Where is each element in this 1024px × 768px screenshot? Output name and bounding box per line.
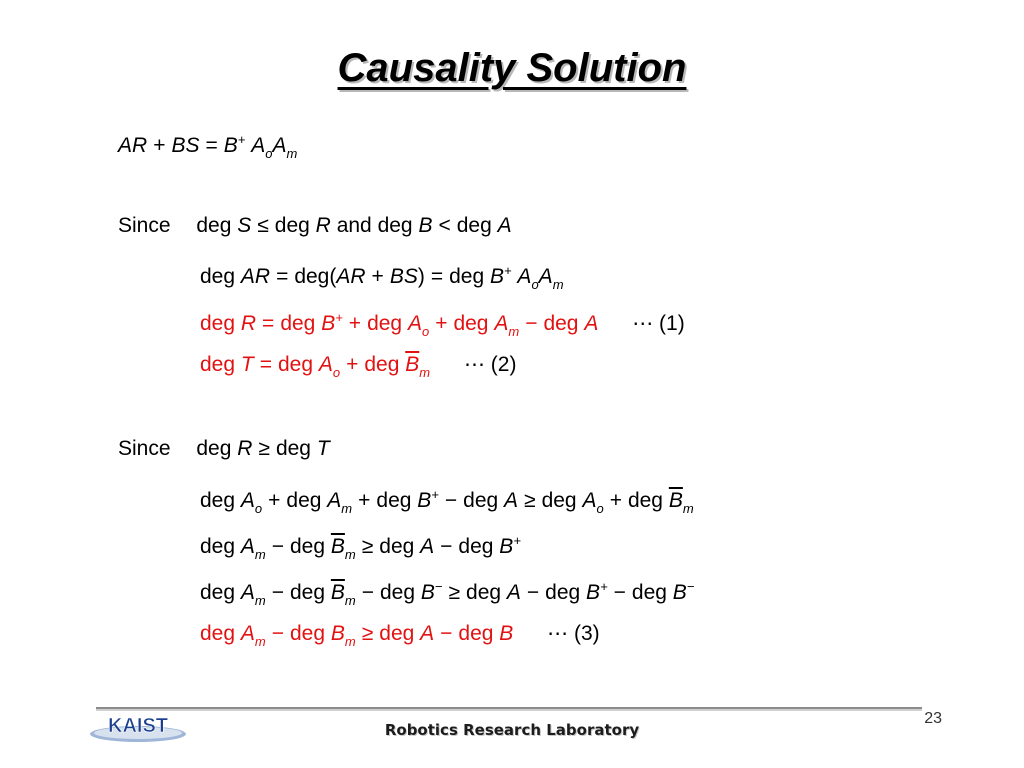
equation-3: deg $A_m$ − deg $B_m$ ≥ deg A − deg B ⋯ (3) <box>200 622 600 649</box>
equation-2: deg T = deg $A_o$ + deg $\overline{B}_m$ ⋯ (2) <box>200 353 517 380</box>
inequality-step-3: deg $A_m$ − deg $\overline{B}_m$ − deg B− ≥ deg A − deg B+ − deg B− <box>200 579 695 608</box>
equation-tag-3: (3) <box>574 622 600 645</box>
equation-tag-1: (1) <box>659 312 685 335</box>
since-label: Since <box>118 214 171 237</box>
footer-lab-name: Robotics Research Laboratory <box>384 721 640 739</box>
logo-text: KAIST <box>108 715 168 737</box>
slide-title: Causality Solution <box>337 46 687 90</box>
inequality-step-1: deg $A_o$ + deg $A_m$ + deg B+ − deg A ≥ deg $A_o$ + deg $\overline{B}_m$ <box>200 487 694 516</box>
ellipsis: ⋯ <box>463 353 485 376</box>
condition-degree-line: Since deg S ≤ deg R and deg B < deg A <box>118 214 512 237</box>
ellipsis: ⋯ <box>632 312 654 335</box>
inequality-step-2: deg $A_m$ − deg $\overline{B}_m$ ≥ deg A − deg B+ <box>200 533 521 562</box>
ellipsis: ⋯ <box>547 622 569 645</box>
equation-degree-ar: deg AR = deg(AR + BS) = deg B+ $A_oA_m$ <box>200 263 564 292</box>
equation-diophantine: AR + BS = B+ $A_oA_m$ <box>118 132 298 161</box>
equation-tag-2: (2) <box>490 353 517 376</box>
condition-causality-line: Since deg R ≥ deg T <box>118 437 330 460</box>
and-label: and <box>336 214 372 237</box>
since-label: Since <box>118 437 171 460</box>
equation-1: deg R = deg B+ + deg $A_o$ + deg $A_m$ − deg A ⋯ (1) <box>200 310 685 339</box>
page-number: 23 <box>924 710 942 727</box>
footer-divider <box>96 707 922 709</box>
